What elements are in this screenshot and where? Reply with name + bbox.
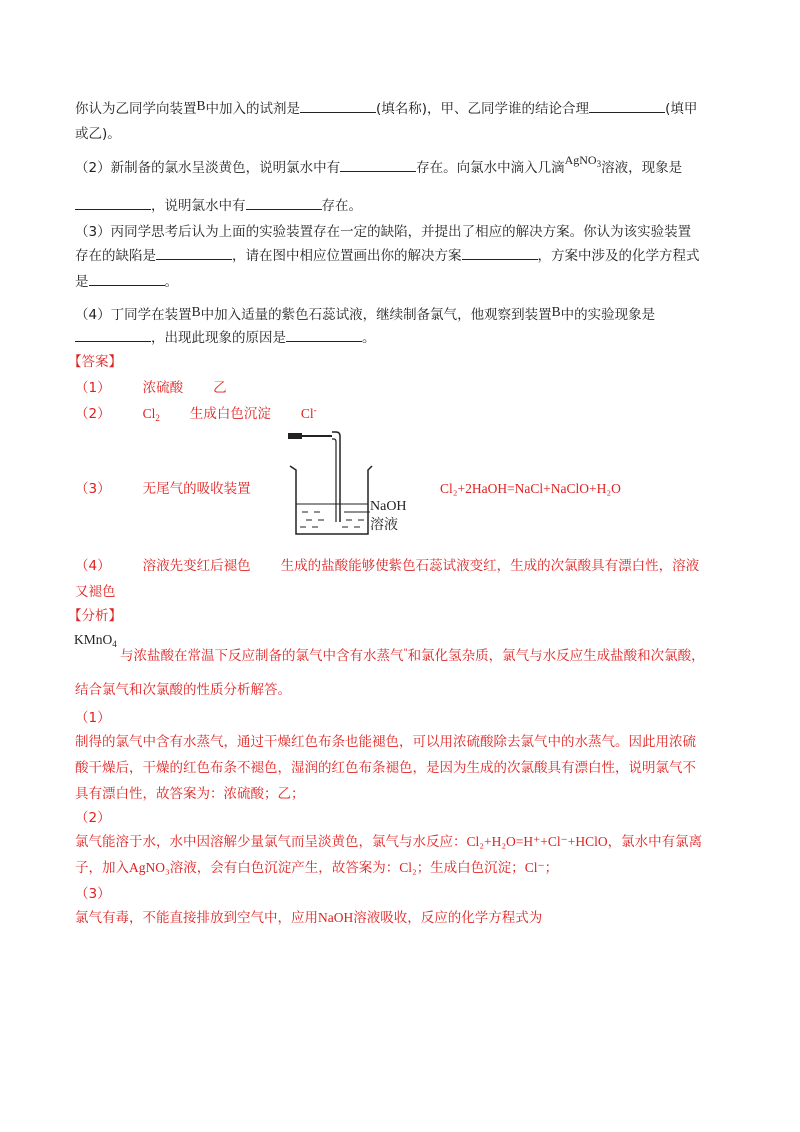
text: （4）丁同学在装置: [75, 307, 192, 323]
text: B: [551, 304, 561, 319]
answer-number: （1）: [75, 380, 111, 396]
text: （3）丙同学思考后认为上面的实验装置存在一定的缺陷，并提出了相应的解决方案。你认为该实验装置: [75, 224, 692, 240]
question-4-line-1: [75, 302, 655, 325]
figure-label: 溶液: [370, 517, 398, 533]
text: ，出现此现象的原因是: [151, 330, 286, 346]
text: 你认为乙同学向装置: [75, 101, 197, 117]
answer-heading: 【答案】: [68, 354, 122, 370]
text: 中加入适量的紫色石蕊试液，继续制备氯气，他观察到装置: [200, 307, 552, 323]
answer-value: 无尾气的吸收装置: [142, 481, 251, 497]
answer-blank: [75, 196, 151, 210]
answer-2: [75, 404, 317, 424]
answer-1: [75, 378, 227, 398]
answer-number: （3）: [75, 481, 111, 497]
question-4-line-2: [75, 328, 376, 348]
text: 或乙)。: [75, 126, 121, 142]
answer-number: （4）: [75, 558, 111, 574]
answer-3-equation: Cl₂+2HaOH=NaCl+NaClO+H₂O: [440, 481, 621, 496]
text: 存在。: [321, 198, 362, 214]
text: 存在的缺陷是: [75, 248, 156, 264]
text: 。: [164, 274, 178, 290]
question-3-line-3: [75, 272, 178, 292]
text: B: [196, 98, 206, 113]
text: 中的实验现象是: [560, 307, 656, 323]
answer-value: 浓硫酸: [142, 380, 184, 396]
text: 中加入的试剂是: [205, 101, 301, 117]
answer-blank: [462, 246, 538, 260]
answer-3: [75, 479, 251, 499]
answer-value: $Cl_2$: [142, 406, 160, 423]
gas-absorption-apparatus: [284, 426, 424, 541]
analysis-line-1: 与浓盐酸在常温下反应制备的氯气中含有水蒸气"和氯化氢杂质，氯气与水反应生成盐酸和次氯酸，: [120, 648, 705, 664]
answer-blank: [300, 99, 376, 113]
answer-value: 溶液先变红后褪色: [142, 558, 251, 574]
analysis-section-3: （3）: [75, 886, 111, 902]
answer-blank: [589, 99, 665, 113]
text: ，方案中涉及的化学方程式: [537, 248, 700, 264]
figure-label: NaOH: [370, 499, 407, 514]
answer-4-line-2: 又褪色: [75, 584, 116, 600]
answer-number: （2）: [75, 406, 111, 422]
analysis-1-line-1: 制得的氯气中含有水蒸气，通过干燥红色布条也能褪色，可以用浓硫酸除去氯气中的水蒸气。因此用浓硫: [75, 734, 696, 750]
text: ，说明氯水中有: [151, 198, 246, 214]
answer-value: 乙: [213, 380, 227, 396]
answer-blank: [156, 246, 232, 260]
analysis-formula-kmno4: KMnO$_4$: [74, 632, 117, 649]
formula: AgNO$_3$: [564, 153, 602, 169]
analysis-2-line-2: 子，加入AgNO₃溶液，会有白色沉淀产生，故答案为：Cl₂；生成白色沉淀；Cl⁻；: [75, 860, 559, 876]
answer-blank: [286, 328, 362, 342]
analysis-3-line-1: 氯气有毒，不能直接排放到空气中，应用NaOH溶液吸收，反应的化学方程式为: [75, 910, 543, 926]
answer-blank: [246, 196, 322, 210]
text: (填甲: [665, 101, 698, 117]
analysis-1-line-2: 酸干燥后，干燥的红色布条不褪色，湿润的红色布条褪色，是因为生成的次氯酸具有漂白性，说明氯气不: [75, 760, 696, 776]
analysis-2-line-1: 氯气能溶于水，水中因溶解少量氯气而呈淡黄色，氯气与水反应：Cl₂+H₂O=H⁺+Cl⁻+HClO，氯水中有氯离: [75, 834, 703, 850]
question-2-line-2: [75, 196, 362, 216]
answer-value: 生成白色沉淀: [189, 406, 271, 422]
analysis-1-line-3: 具有漂白性，故答案为：浓硫酸；乙；: [75, 786, 305, 802]
answer-blank: [75, 328, 151, 342]
answer-blank: [89, 272, 165, 286]
analysis-section-2: （2）: [75, 810, 111, 826]
text: （2）新制备的氯水呈淡黄色，说明氯水中有: [75, 160, 341, 176]
beaker: [290, 466, 372, 534]
text: 存在。向氯水中滴入几滴: [416, 160, 565, 176]
answer-value: 生成的盐酸能够使紫色石蕊试液变红，生成的次氯酸具有漂白性，溶液: [280, 558, 700, 574]
question-3-line-1: [75, 222, 691, 242]
text: B: [191, 304, 201, 319]
answer-blank: [340, 158, 416, 172]
text: 溶液，现象是: [601, 160, 683, 176]
text: 是: [75, 274, 89, 290]
text: ，请在图中相应位置画出你的解决方案: [232, 248, 462, 264]
text: (填名称)，甲、乙同学谁的结论合理: [376, 101, 590, 117]
rubber-tube: [288, 433, 302, 439]
question-3-line-2: [75, 246, 700, 266]
answer-4-line-1: [75, 556, 699, 576]
answer-value: Cl-: [300, 405, 317, 421]
question-line-2: [75, 124, 121, 144]
analysis-line-2: 结合氯气和次氯酸的性质分析解答。: [75, 682, 291, 698]
analysis-section-1: （1）: [75, 710, 111, 726]
text: 。: [362, 330, 376, 346]
question-line-1: [75, 96, 697, 119]
question-2-line-1: [75, 153, 683, 178]
analysis-heading: 【分析】: [68, 608, 122, 624]
